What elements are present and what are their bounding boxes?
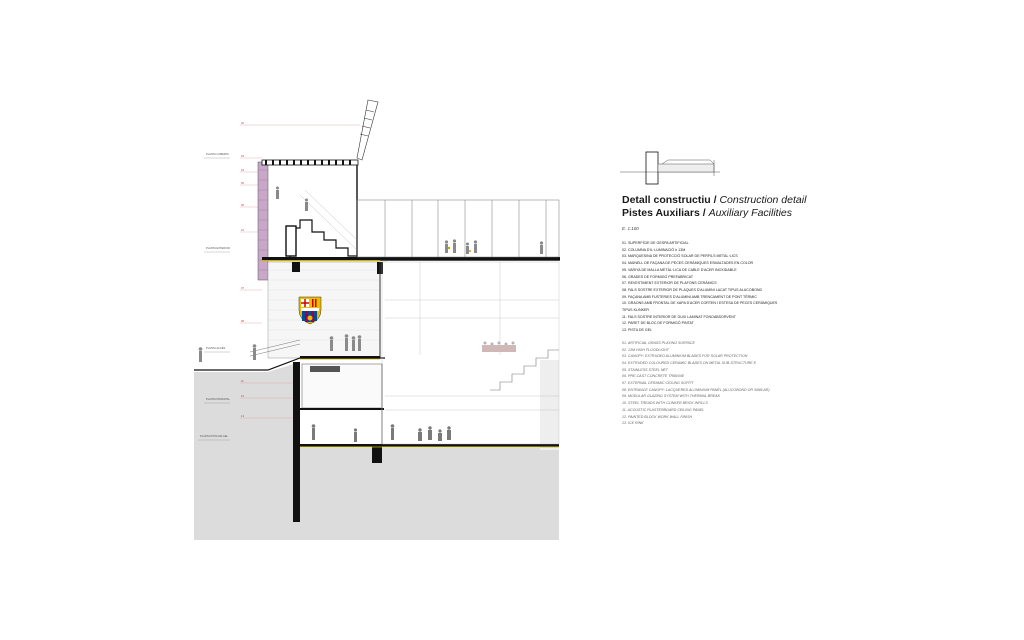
ice-rink-hall (382, 262, 559, 444)
level-label-exterior: PLANTA EXTERIOR (206, 247, 230, 250)
subtitle-en: Auxiliary Facilities (708, 206, 793, 219)
skater-figures (312, 424, 451, 442)
subtitle-ca: Pistes Auxiliars / (622, 206, 706, 219)
legend-item: 13. ICE RINK (622, 421, 644, 426)
legend-item: 02. 13M HIGH FLOODLIGHT (622, 347, 669, 352)
svg-text:03: 03 (241, 155, 244, 158)
retaining-wall (293, 362, 300, 522)
legend-item: TIPUS KLINKER (622, 308, 649, 313)
title-en: Construction detail (719, 194, 807, 206)
svg-text:11: 11 (241, 380, 244, 383)
svg-text:06: 06 (241, 204, 244, 207)
legend-item: 01. ARTIFICIAL GRASS PLAYING SURFACE (622, 340, 695, 345)
svg-text:02: 02 (241, 122, 244, 125)
level-label-ice-rink: PLANTA PISTA DE GEL (200, 435, 228, 438)
intermediate-slab (300, 408, 384, 410)
svg-text:08: 08 (241, 320, 244, 323)
ground-below-rink (300, 448, 559, 540)
legend-item: 07. REVESTIMENT EXTERIOR DE PLAFONS CERÀMICS (622, 281, 717, 286)
scale-label: E. 1:100 (622, 226, 639, 231)
legend-item: 08. ENTRANCE CANOPY: LACQUERED ALUMINIUM PANEL (ALUCOBOND OR SIMILAR) (622, 387, 770, 392)
legend-item: 03. MARQUESINA DE PROTECCIÓ SOLAR DE PERFILS METÀL·LICS (622, 254, 738, 259)
legend-item: 09. FAÇANA AMB FUSTERIES D'ALUMINI AMB TRENCAMENT DE PONT TÈRMIC (622, 294, 757, 299)
title-auxiliary-facilities (622, 207, 822, 220)
upper-slab (262, 257, 560, 260)
legend-item: 11. ACOUSTIC PLASTERBOARD CEILING PANEL (622, 407, 705, 412)
svg-text:05: 05 (241, 182, 244, 185)
level-label-roof: PLANTA COBERTA (206, 153, 229, 156)
legend-item: 08. FALS SOSTRE EXTERIOR DE PLAQUES D'ALUMINI LACAT TIPUS ALUCOBOND (622, 287, 763, 292)
legend-item: 13. PISTA DE GEL (622, 328, 653, 333)
ceramic-facade (258, 162, 268, 280)
svg-text:12: 12 (241, 395, 244, 398)
legend-item: 06. PRE-CAST CONCRETE TRIBUNE (622, 374, 685, 379)
pitch-fence (357, 200, 559, 257)
legend-item: 11. FALS SOSTRE INTERIOR DE GUIX LAMINAT FONOABSORVENT (622, 314, 736, 319)
legend-item: 02. COLUMNA D'IL·LUMINACIÓ h 13M (622, 247, 686, 252)
legend-item: 10. STEEL TREADS WITH CLINKER BRICK INFILLS (622, 401, 708, 406)
legend-item: 03. CANOPY: EXTRUDED ALUMINIUM BLADES FOR SOLAR PROTECTION (622, 354, 748, 359)
legend-item: 09. MODULAR GLAZING SYSTEM WITH THERMAL BREAK (622, 394, 720, 399)
legend-item: 05. STAINLESS STEEL NET (622, 367, 669, 372)
legend-list-catalan (622, 240, 822, 334)
legend-item: 12. PARET DE BLOC DE FORMIGÓ PINTAT (622, 321, 694, 326)
ground-right-edge (540, 360, 559, 450)
tribune-stairs (290, 220, 357, 258)
svg-text:10: 10 (241, 229, 244, 232)
svg-text:13: 13 (241, 415, 244, 418)
spectator-figures-upper (276, 187, 308, 212)
legend-item: 04. MAINELL DE FAÇANA DE PECES CERÀMIQUES ESMALTADES EN COLOR (622, 261, 754, 266)
legend-panel (622, 194, 822, 427)
ground-mass (194, 362, 300, 540)
player-figures-pitch (445, 239, 543, 254)
floodlight-column (357, 100, 378, 160)
svg-text:07: 07 (241, 287, 244, 290)
legend-item: 06. GRADES DE FORMIGÓ PREFABRICAT (622, 274, 694, 279)
level-label-access: PLANTA ACCÉS (206, 347, 226, 350)
ice-rink-slab (300, 444, 559, 447)
svg-text:04: 04 (241, 169, 244, 172)
legend-list-english (622, 340, 822, 427)
legend-item: 07. EXTERNAL CERAMIC CEILING SOFFIT (622, 381, 694, 386)
spectator-figures-lower (482, 342, 516, 353)
legend-item: 01. SUPERFÍCIE DE GESPA ARTIFICIAL (622, 241, 689, 245)
legend-item: 10. GRAONS AMB FRONTAL DE XAPA D'ACER CORTEN I ESTESA DE PECES CERÀMIQUES (622, 301, 778, 306)
title-ca: Detall constructiu / (622, 194, 717, 206)
title-construction-detail (622, 194, 822, 207)
legend-item: 12. PAINTED BLOCK WORK WALL FINISH (622, 414, 693, 419)
legend-item: 05. VARIYA DE MALLA METÀL·LICA DE CABLE D'ACER INOXIDABLE (622, 267, 737, 272)
legend-item: 04. EXTRUDED COLOURED CERAMIC BLADES ON METAL SUB-STRUCTURE E (622, 360, 757, 365)
level-label-main: PLANTA PRINCIPAL (206, 398, 230, 401)
key-plan-icon (620, 152, 720, 184)
